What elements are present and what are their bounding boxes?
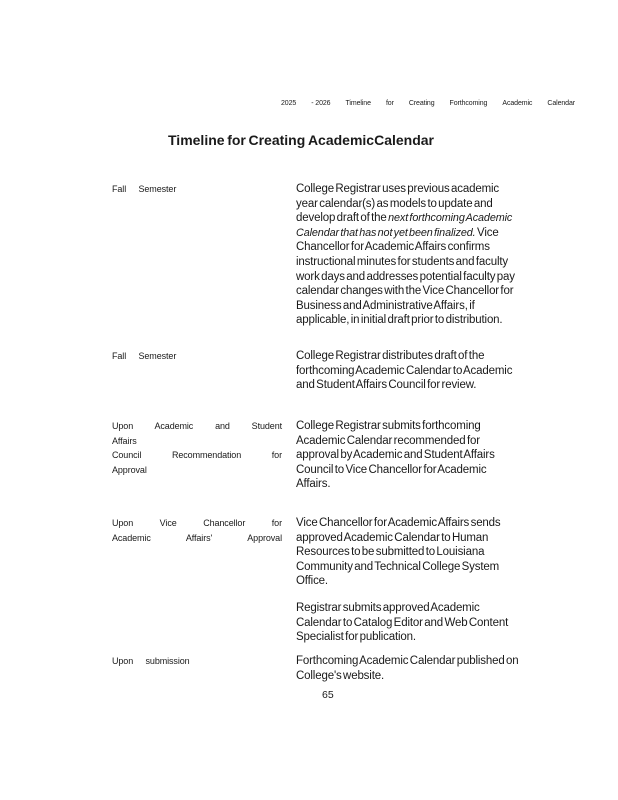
page-number: 65: [322, 689, 334, 701]
text-line: [296, 545, 552, 560]
row-description: [296, 349, 552, 393]
italic-text-segment: Calendar that has not yet been finalized.: [296, 226, 476, 239]
text-line: [296, 574, 552, 589]
text-line: [296, 448, 552, 463]
text-segment: calendar changes with the Vice Chancellor for: [296, 285, 514, 298]
text-line: [296, 182, 552, 197]
text-segment: Office.: [296, 575, 328, 588]
row-description: [296, 654, 552, 683]
text-segment: College Registrar distributes draft of the: [296, 350, 485, 362]
text-segment: year calendar(s) as models to update and: [296, 197, 493, 210]
word: Timeline: [168, 132, 225, 148]
row-label-line: Upon Academic and Student: [112, 421, 282, 431]
text-segment: College Registrar uses previous academic: [296, 183, 500, 195]
description-paragraph: [296, 349, 552, 393]
running-header: [281, 100, 575, 107]
text-line: [296, 284, 552, 299]
text-segment: Calendar to Catalog Editor and Web Content: [296, 616, 509, 629]
description-paragraph: [296, 601, 552, 645]
text-segment: forthcoming Academic Calendar to Academic: [296, 364, 513, 377]
text-segment: Registrar submits approved Academic: [296, 601, 480, 614]
text-segment: approval by Academic and Student Affairs: [296, 449, 495, 462]
row-label: [112, 349, 282, 364]
word: 2025: [281, 100, 297, 107]
text-segment: work days and addresses potential faculty pay: [296, 270, 515, 283]
row-description: [296, 182, 552, 328]
word: Forthcoming: [449, 100, 488, 107]
text-segment: College Registrar submits forthcoming: [296, 420, 481, 432]
text-line: [296, 630, 552, 645]
text-segment: Business and Administrative Affairs, if: [296, 299, 475, 312]
row-label-line: Academic Affairs' Approval: [112, 532, 282, 543]
text-line: [296, 601, 552, 616]
word: Creating: [248, 132, 306, 148]
text-line: [296, 197, 552, 212]
text-segment: Vice: [475, 226, 499, 239]
word: Timeline: [345, 100, 371, 107]
text-line: [296, 531, 552, 546]
word: Creating: [408, 100, 435, 107]
text-segment: develop draft of the: [296, 212, 389, 225]
row-label-line: Council Recommendation for: [112, 450, 282, 461]
text-line: [296, 255, 552, 270]
row-label: [112, 419, 282, 477]
text-segment: Vice Chancellor for Academic Affairs sends: [296, 517, 501, 529]
text-line: [296, 364, 552, 379]
description-paragraph: [296, 419, 552, 492]
description-paragraph: [296, 654, 552, 683]
row-label-line: Upon Vice Chancellor for: [112, 518, 282, 528]
italic-text-segment: next forthcoming Academic: [388, 212, 513, 225]
word: for: [227, 132, 246, 148]
text-line: [296, 654, 552, 669]
text-line: [296, 313, 552, 328]
page-title: [168, 132, 434, 148]
row-label: [112, 182, 282, 197]
text-segment: instructional minutes for students and faculty: [296, 255, 509, 268]
text-line: [296, 299, 552, 314]
text-line: [296, 419, 552, 434]
row-label-line: Approval: [112, 464, 147, 475]
row-description: [296, 516, 552, 645]
description-paragraph: [296, 516, 552, 589]
text-segment: College's website.: [296, 669, 385, 682]
text-segment: Resources to be submitted to Louisiana: [296, 546, 485, 559]
text-segment: Forthcoming Academic Calendar published on: [296, 655, 519, 667]
text-segment: approved Academic Calendar to Human: [296, 531, 489, 544]
word: Academic: [502, 100, 533, 107]
text-line: [296, 378, 552, 393]
text-segment: Chancellor for Academic Affairs confirms: [296, 241, 490, 254]
text-segment: Council to Vice Chancellor for Academic: [296, 463, 487, 476]
text-segment: applicable, in initial draft prior to distribution.: [296, 314, 503, 327]
row-description: [296, 419, 552, 492]
text-line: [296, 516, 552, 531]
text-line: [296, 616, 552, 631]
row-label-line: Upon submission: [112, 656, 190, 666]
word: AcademicCalendar: [307, 132, 434, 148]
row-label-line: Fall Semester: [112, 184, 177, 194]
text-segment: and Student Affairs Council for review.: [296, 379, 477, 392]
text-segment: Affairs.: [296, 478, 331, 491]
text-line: [296, 434, 552, 449]
text-line: [296, 226, 552, 241]
word: Calendar: [547, 100, 575, 107]
word: - 2026: [311, 100, 331, 107]
text-line: [296, 211, 552, 226]
row-label: [112, 654, 282, 669]
text-segment: Specialist for publication.: [296, 631, 416, 644]
text-line: [296, 349, 552, 364]
row-label-line: Affairs: [112, 435, 137, 446]
text-line: [296, 477, 552, 492]
row-label: [112, 516, 282, 545]
text-segment: Academic Calendar recommended for: [296, 434, 480, 447]
text-line: [296, 560, 552, 575]
text-line: [296, 669, 552, 684]
text-line: [296, 240, 552, 255]
text-line: [296, 463, 552, 478]
row-label-line: Fall Semester: [112, 351, 177, 361]
description-paragraph: [296, 182, 552, 328]
word: for: [385, 100, 394, 107]
text-segment: Community and Technical College System: [296, 560, 500, 573]
text-line: [296, 270, 552, 285]
